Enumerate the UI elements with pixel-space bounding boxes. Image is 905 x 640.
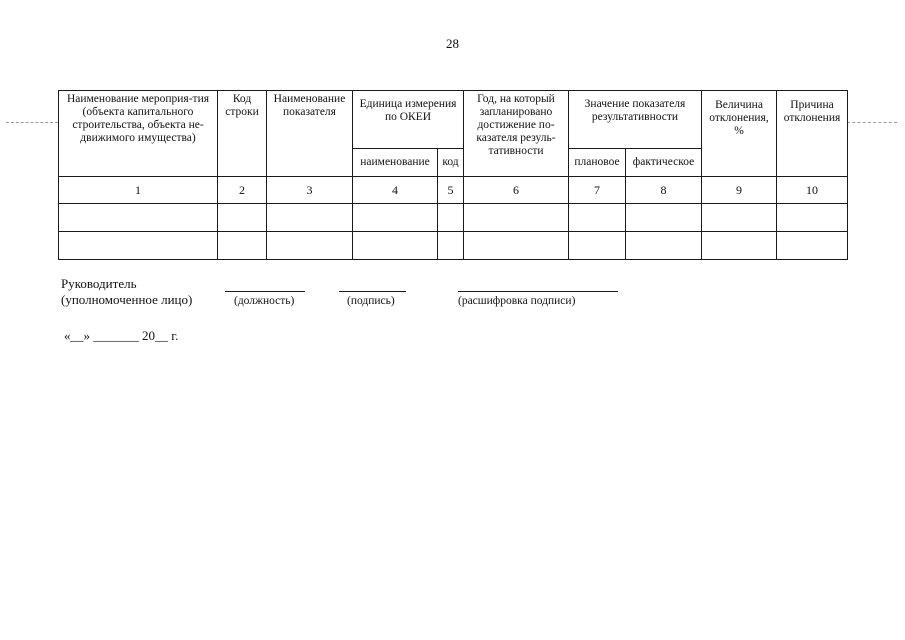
header-indicator-value: Значение показателя результативности [569, 91, 702, 149]
column-number: 8 [626, 177, 702, 204]
table-cell [267, 204, 353, 232]
header-unit-name: наименование [353, 149, 438, 177]
table-cell [218, 232, 267, 260]
header-deviation-value: Величина отклонения, % [702, 91, 777, 177]
column-number: 4 [353, 177, 438, 204]
table-cell [353, 232, 438, 260]
signature-caption: (подпись) [347, 295, 395, 307]
column-number: 7 [569, 177, 626, 204]
table-cell [438, 232, 464, 260]
column-number: 10 [777, 177, 848, 204]
table-cell [353, 204, 438, 232]
column-number: 5 [438, 177, 464, 204]
table-cell [59, 232, 218, 260]
column-number: 9 [702, 177, 777, 204]
table-cell [59, 204, 218, 232]
column-number: 3 [267, 177, 353, 204]
indicators-table [58, 90, 848, 260]
date-line: «__» _______ 20__ г. [64, 328, 179, 343]
page-number: 28 [446, 36, 459, 51]
authorized-person-label: (уполномоченное лицо) [61, 292, 193, 307]
header-event-name: Наименование мероприя-тия (объекта капитального строительства, объекта не-движимого имущества) [59, 91, 218, 177]
header-year: Год, на который запланировано достижение по-казателя резуль-тативности [464, 91, 569, 177]
table-cell [218, 204, 267, 232]
position-line [225, 291, 305, 292]
header-row-code: Код строки [218, 91, 267, 177]
table-cell [438, 204, 464, 232]
table-row [59, 232, 848, 260]
column-number: 2 [218, 177, 267, 204]
table-cell [267, 232, 353, 260]
position-caption: (должность) [234, 295, 295, 307]
table-cell [702, 232, 777, 260]
column-number: 1 [59, 177, 218, 204]
table-cell [702, 204, 777, 232]
header-unit: Единица измерения по ОКЕИ [353, 91, 464, 149]
decoding-caption: (расшифровка подписи) [458, 295, 576, 307]
table-cell [777, 204, 848, 232]
table-cell [569, 232, 626, 260]
table-row [59, 204, 848, 232]
table-cell [777, 232, 848, 260]
header-actual: фактическое [626, 149, 702, 177]
header-unit-code: код [438, 149, 464, 177]
head-label: Руководитель [61, 276, 137, 291]
header-indicator-name: Наименование показателя [267, 91, 353, 177]
header-planned: плановое [569, 149, 626, 177]
left-dashed-guide [6, 122, 58, 123]
table-cell [626, 204, 702, 232]
header-deviation-reason: Причина отклонения [777, 91, 848, 177]
table-cell [464, 232, 569, 260]
table-cell [569, 204, 626, 232]
decoding-line [458, 291, 618, 292]
table-cell [626, 232, 702, 260]
table-cell [464, 204, 569, 232]
signature-line [339, 291, 406, 292]
right-dashed-guide [847, 122, 897, 123]
column-number: 6 [464, 177, 569, 204]
